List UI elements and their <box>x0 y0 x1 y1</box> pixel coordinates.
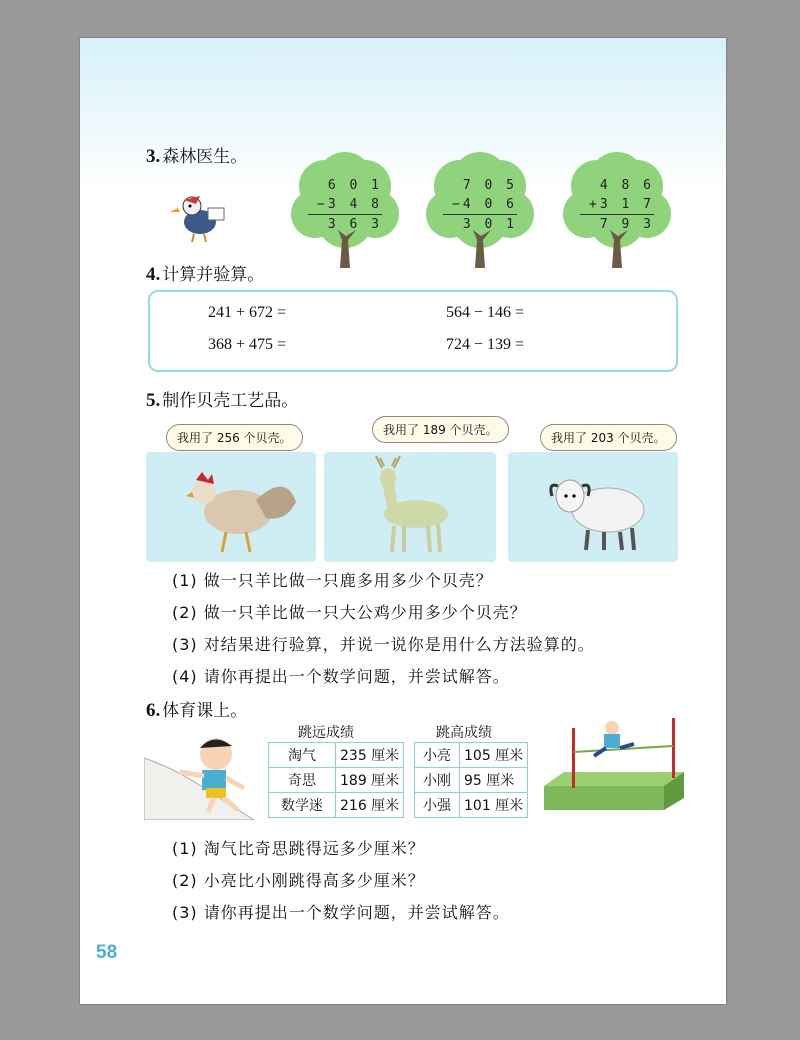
score: 105 厘米 <box>460 743 528 768</box>
result: 7 9 3 <box>580 214 654 234</box>
speech-bubble-rooster: 我用了 256 个贝壳。 <box>166 424 303 451</box>
high-jump-caption: 跳高成绩 <box>436 725 492 741</box>
operand-top: 6 0 1 <box>327 178 382 193</box>
score: 216 厘米 <box>336 793 404 818</box>
result: 3 0 1 <box>443 214 517 234</box>
exercise-number: 5. <box>146 390 161 411</box>
high-jump-illustration <box>534 714 684 818</box>
exercise-number: 4. <box>146 264 161 285</box>
speech-bubble-sheep: 我用了 203 个贝壳。 <box>540 424 677 451</box>
student-name: 小刚 <box>415 768 460 793</box>
table-row <box>269 768 404 793</box>
long-jump-boy-illustration <box>144 728 264 820</box>
table-row <box>415 793 528 818</box>
exercise-5-heading <box>146 386 298 412</box>
exercise-3-heading <box>146 142 247 168</box>
question: (2) 做一只羊比做一只大公鸡少用多少个贝壳？ <box>172 603 527 622</box>
student-name: 小强 <box>415 793 460 818</box>
textbook-page <box>80 38 726 1004</box>
table-row <box>415 768 528 793</box>
sheep-panel <box>508 452 678 562</box>
operand-top: 7 0 5 <box>462 178 517 193</box>
exercise-number: 6. <box>146 700 161 721</box>
expression: 368 + 475 = <box>208 336 287 353</box>
score: 235 厘米 <box>336 743 404 768</box>
calculation-box <box>148 290 678 372</box>
rooster-panel <box>146 452 316 562</box>
shell-sheep-illustration <box>508 452 678 562</box>
score: 189 厘米 <box>336 768 404 793</box>
question: (3) 对结果进行验算，并说一说你是用什么方法验算的。 <box>172 635 595 654</box>
expression: 241 + 672 = <box>208 304 287 321</box>
shell-deer-illustration <box>324 452 496 562</box>
exercise-title: 制作贝壳工艺品。 <box>162 391 299 411</box>
question: (1) 淘气比奇思跳得远多少厘米？ <box>172 839 425 858</box>
deer-panel <box>324 452 496 562</box>
tree-problem-2 <box>425 150 535 270</box>
exercise-4-heading <box>146 260 264 286</box>
student-name: 淘气 <box>269 743 336 768</box>
expression: 564 − 146 = <box>446 304 525 321</box>
score: 95 厘米 <box>460 768 528 793</box>
tree-problem-1 <box>290 150 400 270</box>
tree-problem-3 <box>562 150 672 270</box>
high-jump-table <box>414 742 528 818</box>
shell-rooster-illustration <box>146 452 316 562</box>
page-number: 58 <box>96 942 118 963</box>
question: (2) 小亮比小刚跳得高多少厘米？ <box>172 871 425 890</box>
exercise-6-heading <box>146 696 247 722</box>
table-row <box>269 793 404 818</box>
student-name: 小亮 <box>415 743 460 768</box>
exercise-title: 计算并验算。 <box>162 265 265 285</box>
long-jump-caption: 跳远成绩 <box>298 725 354 741</box>
question: (1) 做一只羊比做一只鹿多用多少个贝壳？ <box>172 571 493 590</box>
result: 3 6 3 <box>308 214 382 234</box>
exercise-title: 森林医生。 <box>162 147 248 167</box>
exercise-title: 体育课上。 <box>162 701 248 721</box>
operand-top: 4 8 6 <box>599 178 654 193</box>
speech-bubble-deer: 我用了 189 个贝壳。 <box>372 416 509 443</box>
long-jump-table <box>268 742 404 818</box>
woodpecker-doctor-illustration <box>170 188 232 244</box>
operand-bottom: −4 0 6 <box>452 197 517 212</box>
score: 101 厘米 <box>460 793 528 818</box>
expression: 724 − 139 = <box>446 336 525 353</box>
table-row <box>269 743 404 768</box>
question: (3) 请你再提出一个数学问题，并尝试解答。 <box>172 903 510 922</box>
operand-bottom: +3 1 7 <box>589 197 654 212</box>
operand-bottom: −3 4 8 <box>317 197 382 212</box>
question: (4) 请你再提出一个数学问题，并尝试解答。 <box>172 667 510 686</box>
exercise-number: 3. <box>146 146 161 167</box>
student-name: 奇思 <box>269 768 336 793</box>
table-row <box>415 743 528 768</box>
student-name: 数学迷 <box>269 793 336 818</box>
